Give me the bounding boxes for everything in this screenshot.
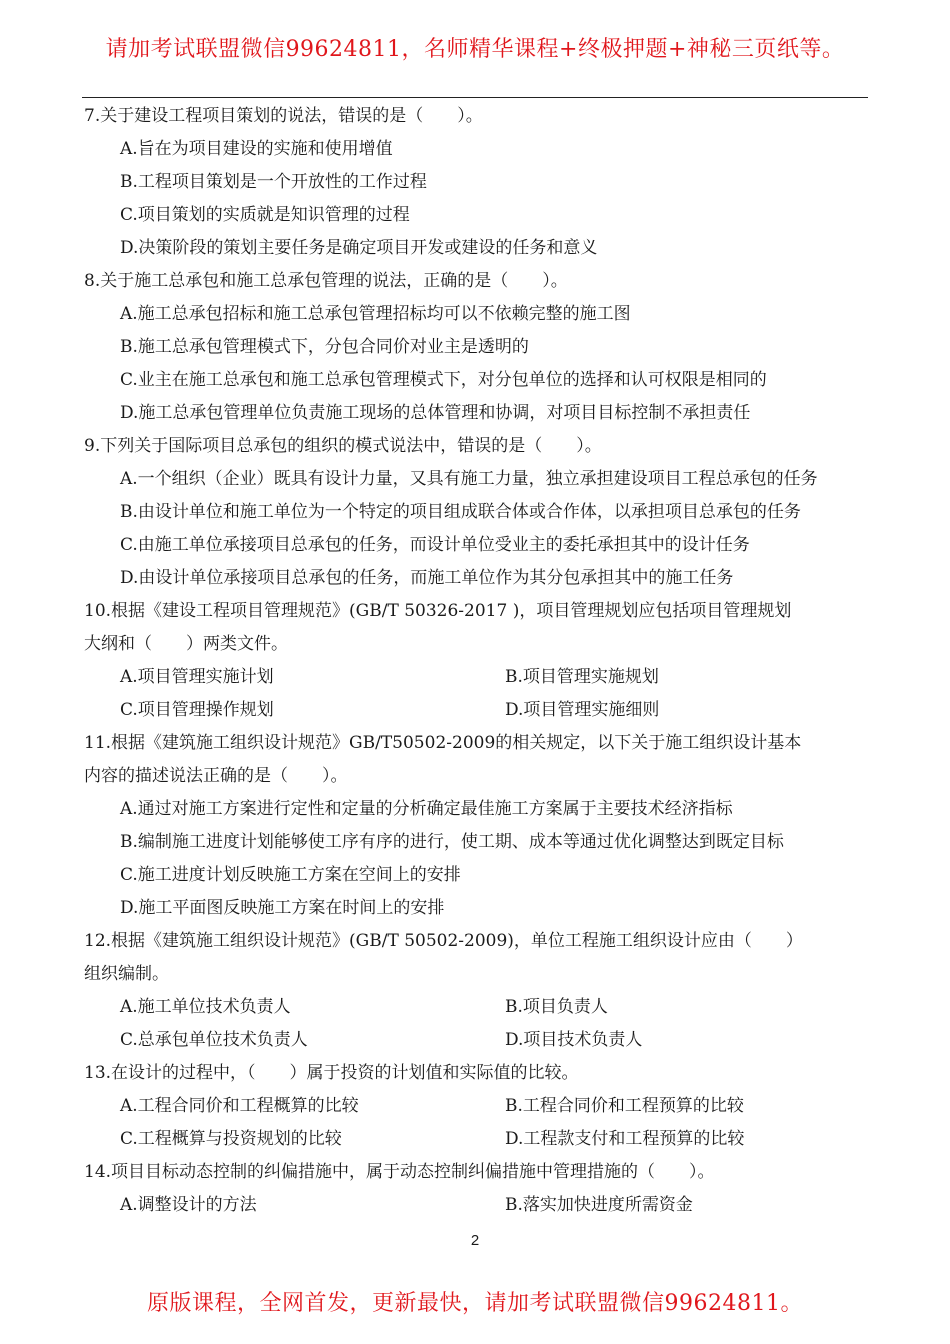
question-10-option-b: B.项目管理实施规划 [505, 667, 659, 687]
question-8-option-d: D.施工总承包管理单位负责施工现场的总体管理和协调，对项目目标控制不承担责任 [120, 403, 751, 423]
question-12-option-a: A.施工单位技术负责人 [120, 997, 291, 1017]
question-10-option-c: C.项目管理操作规划 [120, 700, 274, 720]
question-9-option-c: C.由施工单位承接项目总承包的任务，而设计单位受业主的委托承担其中的设计任务 [120, 535, 750, 555]
question-7-option-a: A.旨在为项目建设的实施和使用增值 [120, 139, 393, 159]
footer-banner: 原版课程，全网首发，更新最快，请加考试联盟微信99624811。 [147, 1291, 803, 1316]
question-13-option-d: D.工程款支付和工程预算的比较 [505, 1129, 745, 1149]
question-7-stem: 7.关于建设工程项目策划的说法，错误的是（ ）。 [84, 106, 483, 126]
question-10-option-d: D.项目管理实施细则 [505, 700, 660, 720]
question-11-option-a: A.通过对施工方案进行定性和定量的分析确定最佳施工方案属于主要技术经济指标 [120, 799, 733, 819]
question-8-option-a: A.施工总承包招标和施工总承包管理招标均可以不依赖完整的施工图 [120, 304, 631, 324]
question-7-option-b: B.工程项目策划是一个开放性的工作过程 [120, 172, 427, 192]
question-10-stem-line2: 大纲和（ ）两类文件。 [84, 634, 288, 654]
header-banner: 请加考试联盟微信99624811，名师精华课程+终极押题+神秘三页纸等。 [105, 37, 845, 62]
question-12-stem-line2: 组织编制。 [84, 964, 169, 984]
question-11-option-b: B.编制施工进度计划能够使工序有序的进行，使工期、成本等通过优化调整达到既定目标 [120, 832, 784, 852]
question-13-option-a: A.工程合同价和工程概算的比较 [120, 1096, 359, 1116]
question-14-option-a: A.调整设计的方法 [120, 1195, 257, 1215]
question-12-stem-line1: 12.根据《建筑施工组织设计规范》(GB/T 50502-2009)，单位工程施工组织设计应由（ ） [84, 931, 803, 951]
question-9-option-a: A.一个组织（企业）既具有设计力量，又具有施工力量，独立承担建设项目工程总承包的任务 [120, 469, 818, 489]
question-14-stem: 14.项目目标动态控制的纠偏措施中，属于动态控制纠偏措施中管理措施的（ ）。 [84, 1162, 715, 1182]
question-11-option-d: D.施工平面图反映施工方案在时间上的安排 [120, 898, 445, 918]
question-9-option-b: B.由设计单位和施工单位为一个特定的项目组成联合体或合作体，以承担项目总承包的任务 [120, 502, 801, 522]
question-10-option-a: A.项目管理实施计划 [120, 667, 274, 687]
question-7-option-c: C.项目策划的实质就是知识管理的过程 [120, 205, 410, 225]
question-10-stem-line1: 10.根据《建设工程项目管理规范》(GB/T 50326-2017 )，项目管理规划应包括项目管理规划 [84, 601, 792, 621]
question-13-option-c: C.工程概算与投资规划的比较 [120, 1129, 342, 1149]
page-number: 2 [470, 1232, 480, 1249]
question-8-option-b: B.施工总承包管理模式下，分包合同价对业主是透明的 [120, 337, 529, 357]
question-14-option-b: B.落实加快进度所需资金 [505, 1195, 693, 1215]
question-13-stem: 13.在设计的过程中，（ ）属于投资的计划值和实际值的比较。 [84, 1063, 579, 1083]
question-9-stem: 9.下列关于国际项目总承包的组织的模式说法中，错误的是（ ）。 [84, 436, 602, 456]
question-9-option-d: D.由设计单位承接项目总承包的任务，而施工单位作为其分包承担其中的施工任务 [120, 568, 734, 588]
question-12-option-c: C.总承包单位技术负责人 [120, 1030, 308, 1050]
question-11-option-c: C.施工进度计划反映施工方案在空间上的安排 [120, 865, 461, 885]
question-7-option-d: D.决策阶段的策划主要任务是确定项目开发或建设的任务和意义 [120, 238, 598, 258]
question-12-option-b: B.项目负责人 [505, 997, 608, 1017]
question-11-stem-line1: 11.根据《建筑施工组织设计规范》GB/T50502-2009的相关规定，以下关于施工组织设计基本 [84, 733, 802, 753]
question-8-option-c: C.业主在施工总承包和施工总承包管理模式下，对分包单位的选择和认可权限是相同的 [120, 370, 767, 390]
question-12-option-d: D.项目技术负责人 [505, 1030, 643, 1050]
question-8-stem: 8.关于施工总承包和施工总承包管理的说法，正确的是（ ）。 [84, 271, 568, 291]
header-divider [82, 97, 868, 98]
question-13-option-b: B.工程合同价和工程预算的比较 [505, 1096, 744, 1116]
question-11-stem-line2: 内容的描述说法正确的是（ ）。 [84, 766, 348, 786]
